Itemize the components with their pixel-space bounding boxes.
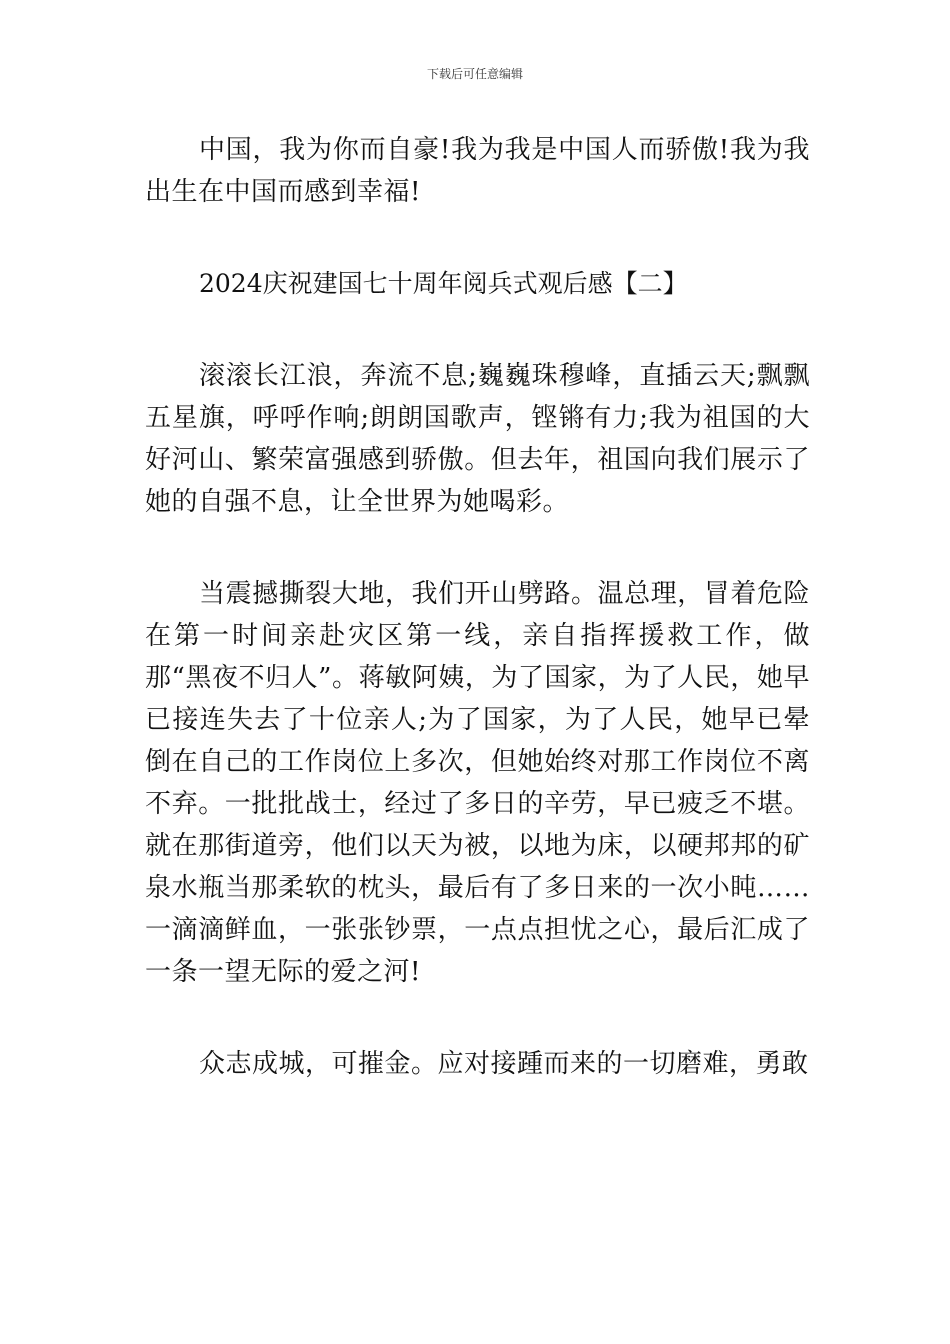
document-body [145,129,810,1085]
body-paragraph-2: 当震撼撕裂大地，我们开山劈路。温总理，冒着危险在第一时间亲赴灾区第一线，亲自指挥援救工作，做那“黑夜不归人”。蒋敏阿姨，为了国家，为了人民，她早已接连失去了十位亲人;为了国家，为了人民，她早已晕倒在自己的工作岗位上多次，但她始终对那工作岗位不离不弃。一批批战士，经过了多日的辛劳，早已疲乏不堪。就在那街道旁，他们以天为被，以地为床，以硬邦邦的矿泉水瓶当那柔软的枕头，最后有了多日来的一次小盹……一滴滴鲜血，一张张钞票，一点点担忧之心，最后汇成了一条一望无际的爱之河! [145,579,810,987]
intro-paragraph: 中国，我为你而自豪!我为我是中国人而骄傲!我为我出生在中国而感到幸福! [145,135,810,207]
body-paragraph-1: 滚滚长江浪，奔流不息;巍巍珠穆峰，直插云天;飘飘五星旗，呼呼作响;朗朗国歌声，铿锵有力;我为祖国的大好河山、繁荣富强感到骄傲。但去年，祖国向我们展示了她的自强不息，让全世界为她喝彩。 [145,361,810,517]
page-header-note: 下载后可任意编辑 [426,67,523,81]
body-paragraph-3: 众志成城，可摧金。应对接踵而来的一切磨难，勇敢 [199,1049,809,1079]
section-title: 2024庆祝建国七十周年阅兵式观后感【二】 [199,269,688,298]
